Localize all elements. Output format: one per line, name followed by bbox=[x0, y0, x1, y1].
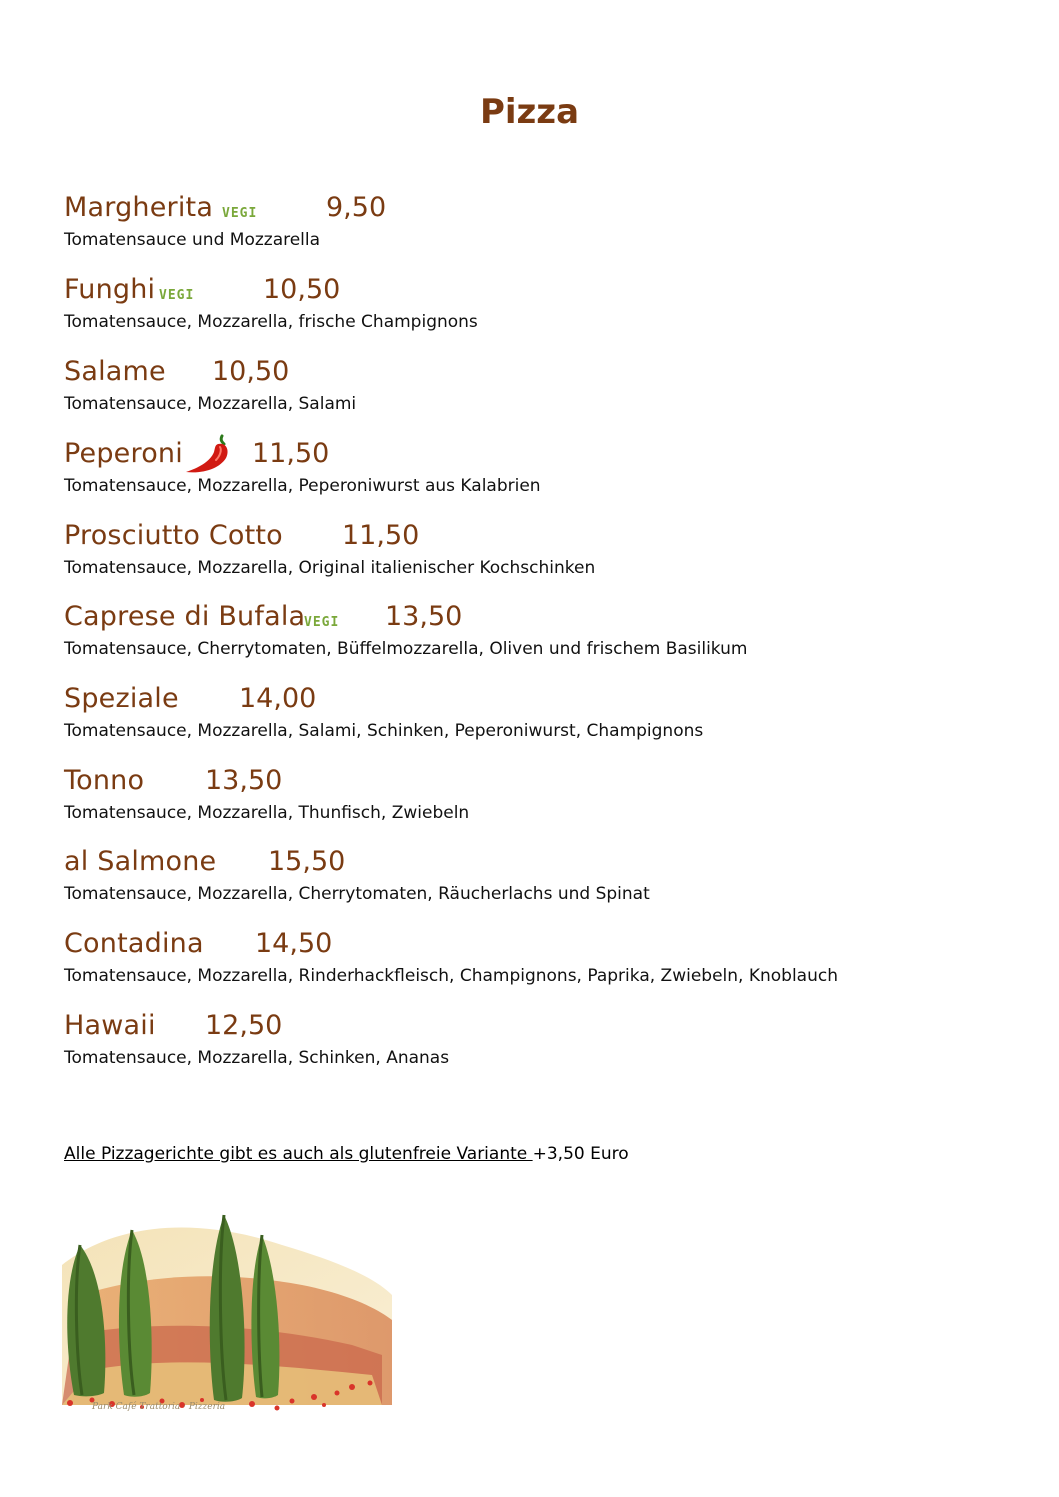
item-description: Tomatensauce, Mozzarella, Schinken, Ananas bbox=[64, 1048, 450, 1068]
gluten-free-surcharge: +3,50 Euro bbox=[532, 1144, 629, 1164]
item-name: Margherita bbox=[64, 192, 214, 223]
chili-pepper-icon bbox=[182, 432, 230, 478]
item-name: Speziale bbox=[64, 683, 179, 714]
item-price: 15,50 bbox=[268, 846, 346, 877]
page-title: Pizza bbox=[479, 92, 580, 132]
gluten-free-note bbox=[64, 1144, 629, 1164]
item-price: 9,50 bbox=[326, 192, 387, 223]
item-name: al Salmone bbox=[64, 846, 217, 877]
item-price: 13,50 bbox=[385, 601, 463, 632]
item-name: Contadina bbox=[64, 928, 204, 959]
item-description: Tomatensauce und Mozzarella bbox=[64, 230, 321, 250]
item-name: Prosciutto Cotto bbox=[64, 520, 283, 551]
item-description: Tomatensauce, Mozzarella, Thunfisch, Zwiebeln bbox=[64, 803, 470, 823]
item-price: 10,50 bbox=[263, 274, 341, 305]
item-name: Peperoni bbox=[64, 438, 183, 469]
item-price: 11,50 bbox=[252, 438, 330, 469]
item-price: 14,00 bbox=[239, 683, 317, 714]
item-name: Funghi bbox=[64, 274, 156, 305]
item-description: Tomatensauce, Mozzarella, Rinderhackfleisch, Champignons, Paprika, Zwiebeln, Knoblauch bbox=[64, 966, 838, 986]
item-description: Tomatensauce, Mozzarella, Peperoniwurst aus Kalabrien bbox=[64, 476, 541, 496]
item-name: Caprese di Bufala bbox=[64, 601, 306, 632]
item-description: Tomatensauce, Mozzarella, Original italienischer Kochschinken bbox=[64, 558, 596, 578]
item-price: 14,50 bbox=[255, 928, 333, 959]
item-price: 13,50 bbox=[205, 765, 283, 796]
item-description: Tomatensauce, Mozzarella, frische Champignons bbox=[64, 312, 478, 332]
item-description: Tomatensauce, Mozzarella, Salami bbox=[64, 394, 357, 414]
item-price: 12,50 bbox=[205, 1010, 283, 1041]
gluten-free-note-text: Alle Pizzagerichte gibt es auch als glutenfreie Variante bbox=[64, 1144, 533, 1164]
vegi-badge: VEGI bbox=[222, 206, 258, 221]
item-name: Tonno bbox=[64, 765, 145, 796]
item-name: Hawaii bbox=[64, 1010, 156, 1041]
tuscany-cypress-illustration bbox=[52, 1205, 397, 1420]
item-description: Tomatensauce, Cherrytomaten, Büffelmozzarella, Oliven und frischem Basilikum bbox=[64, 639, 748, 659]
vegi-badge: VEGI bbox=[159, 288, 195, 303]
vegi-badge: VEGI bbox=[304, 615, 340, 630]
illustration-caption: Park Café Trattoria · Pizzeria bbox=[92, 1402, 226, 1412]
item-price: 11,50 bbox=[342, 520, 420, 551]
item-description: Tomatensauce, Mozzarella, Salami, Schinken, Peperoniwurst, Champignons bbox=[64, 721, 704, 741]
item-description: Tomatensauce, Mozzarella, Cherrytomaten, Räucherlachs und Spinat bbox=[64, 884, 650, 904]
item-name: Salame bbox=[64, 356, 166, 387]
item-price: 10,50 bbox=[212, 356, 290, 387]
